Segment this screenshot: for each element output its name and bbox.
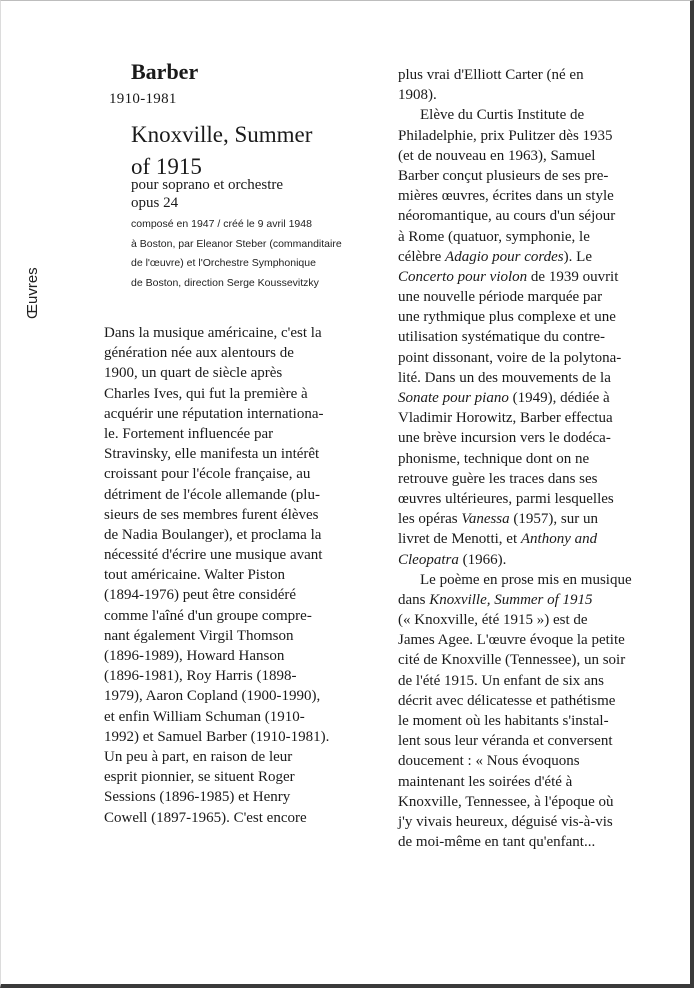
text-line: 1908). xyxy=(398,87,437,104)
text-line: génération née aux alentours de xyxy=(104,345,294,362)
text-line: Un peu à part, en raison de leur xyxy=(104,748,293,765)
text-line: Cleopatra (1966). xyxy=(398,551,507,568)
text-line: Knoxville, Tennessee, à l'époque où xyxy=(398,793,614,810)
right-text-column xyxy=(398,65,668,852)
text-line: dans Knoxville, Summer of 1915 xyxy=(398,591,593,608)
text-line: (1894-1976) peut être considéré xyxy=(104,587,297,604)
work-title-italic: Sonate pour piano xyxy=(398,390,509,406)
text-line: de moi-même en tant qu'enfant... xyxy=(398,834,596,851)
premiere-details-line: de l'œuvre) et l'Orchestre Symphonique xyxy=(131,257,316,269)
text-line: esprit pionnier, se situent Roger xyxy=(104,769,295,786)
text-line: doucement : « Nous évoquons xyxy=(398,753,580,770)
premiere-details-line: à Boston, par Eleanor Steber (commanditaire xyxy=(131,237,342,250)
work-title-italic: Concerto pour violon xyxy=(398,268,528,285)
text-line: cité de Knoxville (Tennessee), un soir xyxy=(398,652,626,669)
text-line: Stravinsky, elle manifesta un intérêt xyxy=(104,446,320,463)
text-line: Barber conçut plusieurs de ses pre- xyxy=(398,167,609,184)
text-line: une nouvelle période marquée par xyxy=(398,289,603,306)
work-title-italic: Cleopatra xyxy=(398,551,459,568)
text-line: sieurs de ses membres furent élèves xyxy=(104,506,319,523)
text-line: acquérir une réputation internationa- xyxy=(104,405,324,422)
text-line: de Nadia Boulanger), et proclama la xyxy=(104,526,322,543)
text-line: point dissonant, voire de la polytona- xyxy=(398,349,622,366)
text-line: une brève incursion vers le dodéca- xyxy=(398,430,611,447)
premiere-details xyxy=(131,215,381,293)
text-line: le moment où les habitants s'instal- xyxy=(398,713,609,729)
work-opus: opus 24 xyxy=(131,195,179,211)
text-line: 1979), Aaron Copland (1900-1990), xyxy=(104,688,321,705)
text-line: (et de nouveau en 1963), Samuel xyxy=(398,147,596,164)
text-line: James Agee. L'œuvre évoque la petite xyxy=(398,632,625,649)
text-line: tout américaine. Walter Piston xyxy=(104,567,285,584)
text-line: croissant pour l'école française, au xyxy=(104,466,311,483)
text-line: détriment de l'école allemande (plu- xyxy=(104,486,320,503)
text-line: célèbre Adagio pour cordes). Le xyxy=(398,248,592,265)
text-line: lent sous leur véranda et conversent xyxy=(398,733,613,750)
text-line: Sonate pour piano (1949), dédiée à xyxy=(398,390,610,406)
text-line: comme l'aîné d'un groupe compre- xyxy=(104,607,312,624)
work-title-line-1: Knoxville, Summer xyxy=(131,122,313,147)
premiere-details-line: de Boston, direction Serge Koussevitzky xyxy=(131,276,319,289)
text-line: une rythmique plus complexe et une xyxy=(398,309,616,326)
text-line: Philadelphie, prix Pulitzer dès 1935 xyxy=(398,127,613,144)
text-line: néoromantique, au cours d'un séjour xyxy=(398,208,616,225)
text-line: les opéras Vanessa (1957), sur un xyxy=(398,511,598,528)
text-line: (1896-1981), Roy Harris (1898- xyxy=(104,668,297,685)
work-title-italic: Anthony and xyxy=(520,531,598,548)
text-line: 1900, un quart de siècle après xyxy=(104,365,283,382)
text-line: livret de Menotti, et Anthony and xyxy=(398,531,598,548)
text-line: utilisation systématique du contre- xyxy=(398,329,606,346)
section-label: Œuvres xyxy=(24,267,41,319)
composer-name: Barber xyxy=(131,59,199,84)
text-line: (« Knoxville, été 1915 ») est de xyxy=(398,612,588,629)
text-line: Dans la musique américaine, c'est la xyxy=(104,325,322,341)
text-line: nant également Virgil Thomson xyxy=(104,627,294,644)
text-line: Le poème en prose mis en musique xyxy=(420,571,632,588)
text-line: à Rome (quatuor, symphonie, le xyxy=(398,228,590,245)
text-line: le. Fortement influencée par xyxy=(104,425,274,442)
text-line: 1992) et Samuel Barber (1910-1981). xyxy=(104,728,330,745)
text-line: de l'été 1915. Un enfant de six ans xyxy=(398,672,604,689)
left-text-column xyxy=(104,323,384,828)
text-line: Charles Ives, qui fut la première à xyxy=(104,385,308,402)
work-scoring: pour soprano et orchestre xyxy=(131,177,284,193)
text-line: Elève du Curtis Institute de xyxy=(420,107,585,124)
work-title-italic: Adagio pour cordes xyxy=(445,248,564,265)
text-line: Cowell (1897-1965). C'est encore xyxy=(104,809,307,826)
text-line: mières œuvres, écrites dans un style xyxy=(398,188,614,205)
work-title-italic: Knoxville, Summer of 1915 xyxy=(429,591,593,608)
text-line: œuvres ultérieures, parmi lesquelles xyxy=(398,490,614,507)
text-line: Sessions (1896-1985) et Henry xyxy=(104,789,291,806)
text-line: et enfin William Schuman (1910- xyxy=(104,708,305,725)
work-title-line-2: of 1915 xyxy=(131,154,202,179)
text-line: maintenant les soirées d'été à xyxy=(398,773,573,790)
work-title-italic: Vanessa xyxy=(461,511,510,528)
text-line: plus vrai d'Elliott Carter (né en xyxy=(398,67,584,83)
text-line: Vladimir Horowitz, Barber effectua xyxy=(398,410,613,427)
text-line: décrit avec délicatesse et pathétisme xyxy=(398,692,616,709)
text-line: Concerto pour violon de 1939 ouvrit xyxy=(398,268,619,285)
premiere-details-line: composé en 1947 / créé le 9 avril 1948 xyxy=(131,218,312,230)
work-title xyxy=(131,119,371,183)
text-line: retrouve guère les traces dans ses xyxy=(398,470,598,487)
text-line: (1896-1989), Howard Hanson xyxy=(104,648,285,664)
text-line: nécessité d'écrire une musique avant xyxy=(104,547,323,564)
composer-dates: 1910-1981 xyxy=(109,91,177,107)
text-line: lité. Dans un des mouvements de la xyxy=(398,369,611,386)
text-line: j'y vivais heureux, déguisé vis-à-vis xyxy=(398,813,613,830)
text-line: phonisme, technique dont on ne xyxy=(398,450,590,467)
